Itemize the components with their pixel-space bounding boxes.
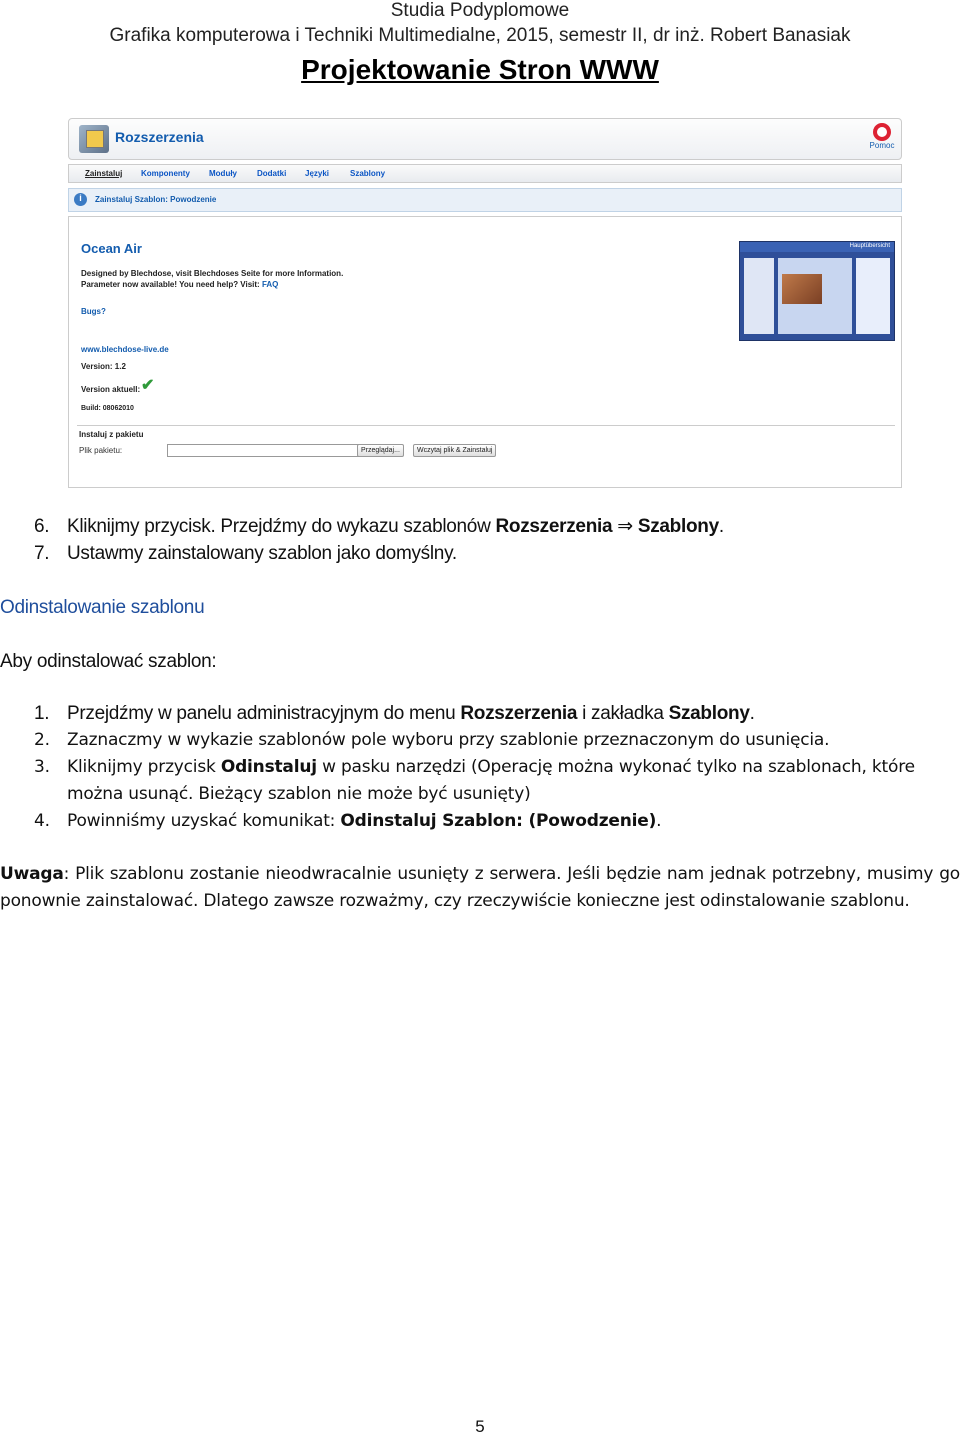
bugs-link[interactable]: Bugs? — [81, 307, 106, 316]
template-preview-image — [739, 241, 895, 341]
build: Build: 08062010 — [81, 405, 134, 412]
item-bold: Odinstaluj Szablon: (Powodzenie) — [340, 811, 657, 831]
tab-components[interactable]: Komponenty — [141, 169, 190, 178]
preview-photo — [782, 274, 822, 304]
item-number: 7. — [34, 543, 50, 564]
item-text-end: . — [656, 811, 662, 831]
item-text-part: Przejdźmy w panelu administracyjnym do menu — [67, 703, 461, 724]
course-details: Grafika komputerowa i Techniki Multimedialne, 2015, semestr II, dr inż. Robert Banasiak — [109, 25, 851, 46]
version: Version: 1.2 — [81, 362, 126, 371]
package-file-input[interactable] — [167, 444, 359, 457]
item-text-part: Kliknijmy przycisk — [67, 757, 221, 777]
preview-left-column — [744, 258, 774, 334]
lifebuoy-icon — [873, 123, 891, 141]
item-bold: Odinstaluj — [220, 757, 317, 777]
item-number: 6. — [34, 516, 50, 537]
item-text-part: Powinniśmy uzyskać komunikat: — [67, 811, 341, 831]
item-text — [67, 754, 960, 781]
item-text-part: w pasku narzędzi (Operację można wykonać tylko na szablonach, które — [316, 757, 915, 777]
help-label: Pomoc — [869, 141, 895, 150]
item-text-part: i zakładka — [577, 703, 669, 724]
note-label: Uwaga — [0, 864, 64, 884]
package-file-label: Plik pakietu: — [79, 446, 123, 455]
tab-languages[interactable]: Języki — [305, 169, 330, 178]
info-icon — [74, 193, 87, 206]
version-current: Version aktuell: — [81, 385, 141, 394]
item-bold: Rozszerzenia — [495, 516, 613, 537]
arrow-glyph: ⇒ — [612, 516, 638, 537]
extensions-tabs — [68, 164, 902, 183]
tab-modules[interactable]: Moduły — [209, 169, 237, 178]
note-paragraph — [0, 861, 960, 915]
tab-install[interactable]: Zainstaluj — [85, 169, 123, 178]
item-bold: Szablony — [637, 516, 719, 537]
tab-templates[interactable]: Szablony — [350, 169, 386, 178]
help-info-text: Parameter now available! You need help? Visit: — [81, 280, 262, 289]
item-number: 3. — [34, 757, 50, 777]
template-name: Ocean Air — [81, 241, 142, 256]
help-info — [81, 280, 278, 289]
site-link[interactable]: www.blechdose-live.de — [81, 345, 169, 354]
item-text: Ustawmy zainstalowany szablon jako domyślny. — [67, 543, 457, 564]
item-text-end: . — [749, 703, 755, 724]
item-text: Zaznaczmy w wykazie szablonów pole wyboru przy szablonie przeznaczonym do usunięcia. — [67, 730, 830, 750]
checkmark-icon: ✔ — [141, 377, 155, 394]
faq-link[interactable]: FAQ — [261, 280, 279, 289]
tab-plugins[interactable]: Dodatki — [257, 169, 287, 178]
item-number: 4. — [34, 811, 50, 831]
item-text — [67, 808, 960, 835]
item-text-part: Kliknijmy przycisk. Przejdźmy do wykazu szablonów — [67, 516, 496, 537]
section-heading: Odinstalowanie szablonu — [0, 597, 205, 618]
extensions-icon — [79, 125, 109, 153]
install-result-panel — [68, 216, 902, 488]
help-button[interactable] — [869, 123, 895, 150]
upload-install-button[interactable]: Wczytaj plik & Zainstaluj — [413, 444, 496, 457]
item-text — [67, 700, 960, 727]
course-name: Studia Podyplomowe — [390, 0, 570, 21]
install-package-form — [77, 425, 895, 482]
page-title: Projektowanie Stron WWW — [301, 54, 659, 85]
item-number: 1. — [34, 703, 50, 724]
browse-button[interactable]: Przeglądaj... — [357, 444, 404, 457]
preview-right-column — [856, 258, 890, 334]
designer-info: Designed by Blechdose, visit Blechdoses Seite for more Information. — [81, 269, 344, 278]
item-number: 2. — [34, 730, 50, 750]
item-text: można usunąć. Bieżący szablon nie może być usunięty) — [67, 784, 531, 804]
extensions-title: Rozszerzenia — [115, 129, 204, 145]
preview-bar-text: Hauptübersicht — [849, 243, 890, 249]
success-message-text: Zainstaluj Szablon: Powodzenie — [95, 195, 217, 204]
intro-text: Aby odinstalować szablon: — [0, 651, 217, 672]
item-bold: Rozszerzenia — [460, 703, 578, 724]
item-text — [67, 513, 960, 540]
success-message — [68, 188, 902, 212]
preview-top-bar — [740, 242, 894, 252]
item-text-end: . — [718, 516, 724, 537]
page-number: 5 — [475, 1417, 485, 1436]
item-bold: Szablony — [668, 703, 750, 724]
joomla-screenshot — [68, 118, 902, 486]
note-text: : Plik szablonu zostanie nieodwracalnie usunięty z serwera. Jeśli będzie nam jednak potrzebny, musimy go ponownie zainstalować. Dlatego zawsze rozważmy, czy rzeczywiście konieczne jest odinstalowanie szablonu. — [0, 864, 960, 911]
install-package-title: Instaluj z pakietu — [79, 430, 144, 439]
extensions-title-bar — [68, 118, 902, 160]
